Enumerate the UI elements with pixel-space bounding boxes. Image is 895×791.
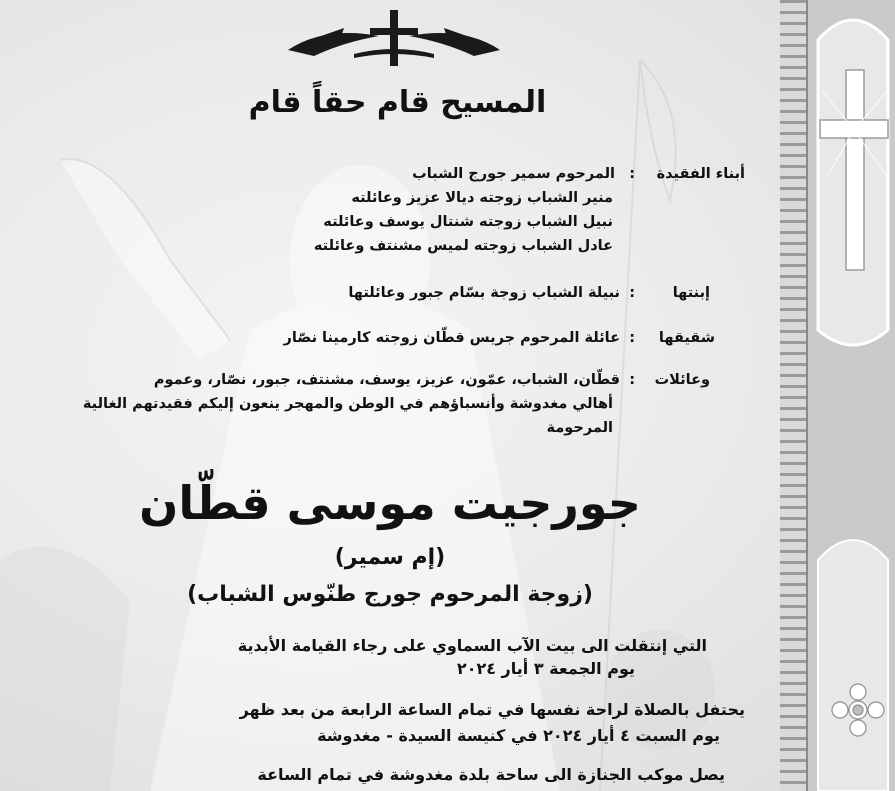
headline: المسيح قام حقاً قام — [248, 85, 547, 120]
label-colon: : — [629, 285, 635, 301]
section-label-families: وعائلات — [654, 372, 710, 388]
section-line: نبيل الشباب زوجته شنتال يوسف وعائلته — [323, 214, 613, 230]
announcement-line: يوم الجمعة ٣ أيار ٢٠٢٤ — [456, 659, 635, 678]
section-label-sons: أبناء الفقيدة — [656, 166, 745, 182]
section-line: نبيلة الشباب زوجة بسّام جبور وعائلتها — [348, 285, 620, 301]
deceased-name: جورجيت موسى قطّان — [139, 476, 641, 530]
section-line: المرحوم سمير جورج الشباب — [412, 166, 615, 182]
section-line: منير الشباب زوجته ديالا عزيز وعائلته — [351, 190, 613, 206]
section-line: عائلة المرحوم جريس قطّان زوجته كارمينا نصّار — [283, 330, 620, 346]
section-line: أهالي مغدوشة وأنسباؤهم في الوطن والمهجر ينعون إليكم فقيدتهم الغالية — [82, 396, 613, 412]
label-colon: : — [629, 330, 635, 346]
deceased-spouse: (زوجة المرحوم جورج طنّوس الشباب) — [187, 582, 593, 607]
cross-panel-icon — [808, 0, 895, 791]
section-line: قطّان، الشباب، عمّون، عزيز، يوسف، مشنتف، جبور، نصّار، وعموم — [153, 372, 620, 388]
deceased-nickname: (إم سمير) — [334, 545, 446, 570]
section-line: المرحومة — [546, 420, 613, 436]
section-label-daughter: إبنتها — [672, 285, 710, 301]
announcement-line: يصل موكب الجنازة الى ساحة بلدة مغدوشة في تمام الساعة — [257, 765, 725, 784]
border-chain-pattern — [780, 0, 808, 791]
label-colon: : — [629, 372, 635, 388]
cross-ornament-icon — [284, 6, 504, 68]
label-colon: : — [629, 166, 635, 182]
announcement-line: التي إنتقلت الى بيت الآب السماوي على رجاء القيامة الأبدية — [237, 636, 707, 655]
announcement-line: يحتفل بالصلاة لراحة نفسها في تمام الساعة الرابعة من بعد ظهر — [239, 700, 745, 719]
announcement-line: يوم السبت ٤ أيار ٢٠٢٤ في كنيسة السيدة - مغدوشة — [317, 726, 720, 745]
section-label-brother: شقيقها — [658, 330, 715, 346]
section-line: عادل الشباب زوجته لميس مشنتف وعائلته — [313, 238, 613, 254]
